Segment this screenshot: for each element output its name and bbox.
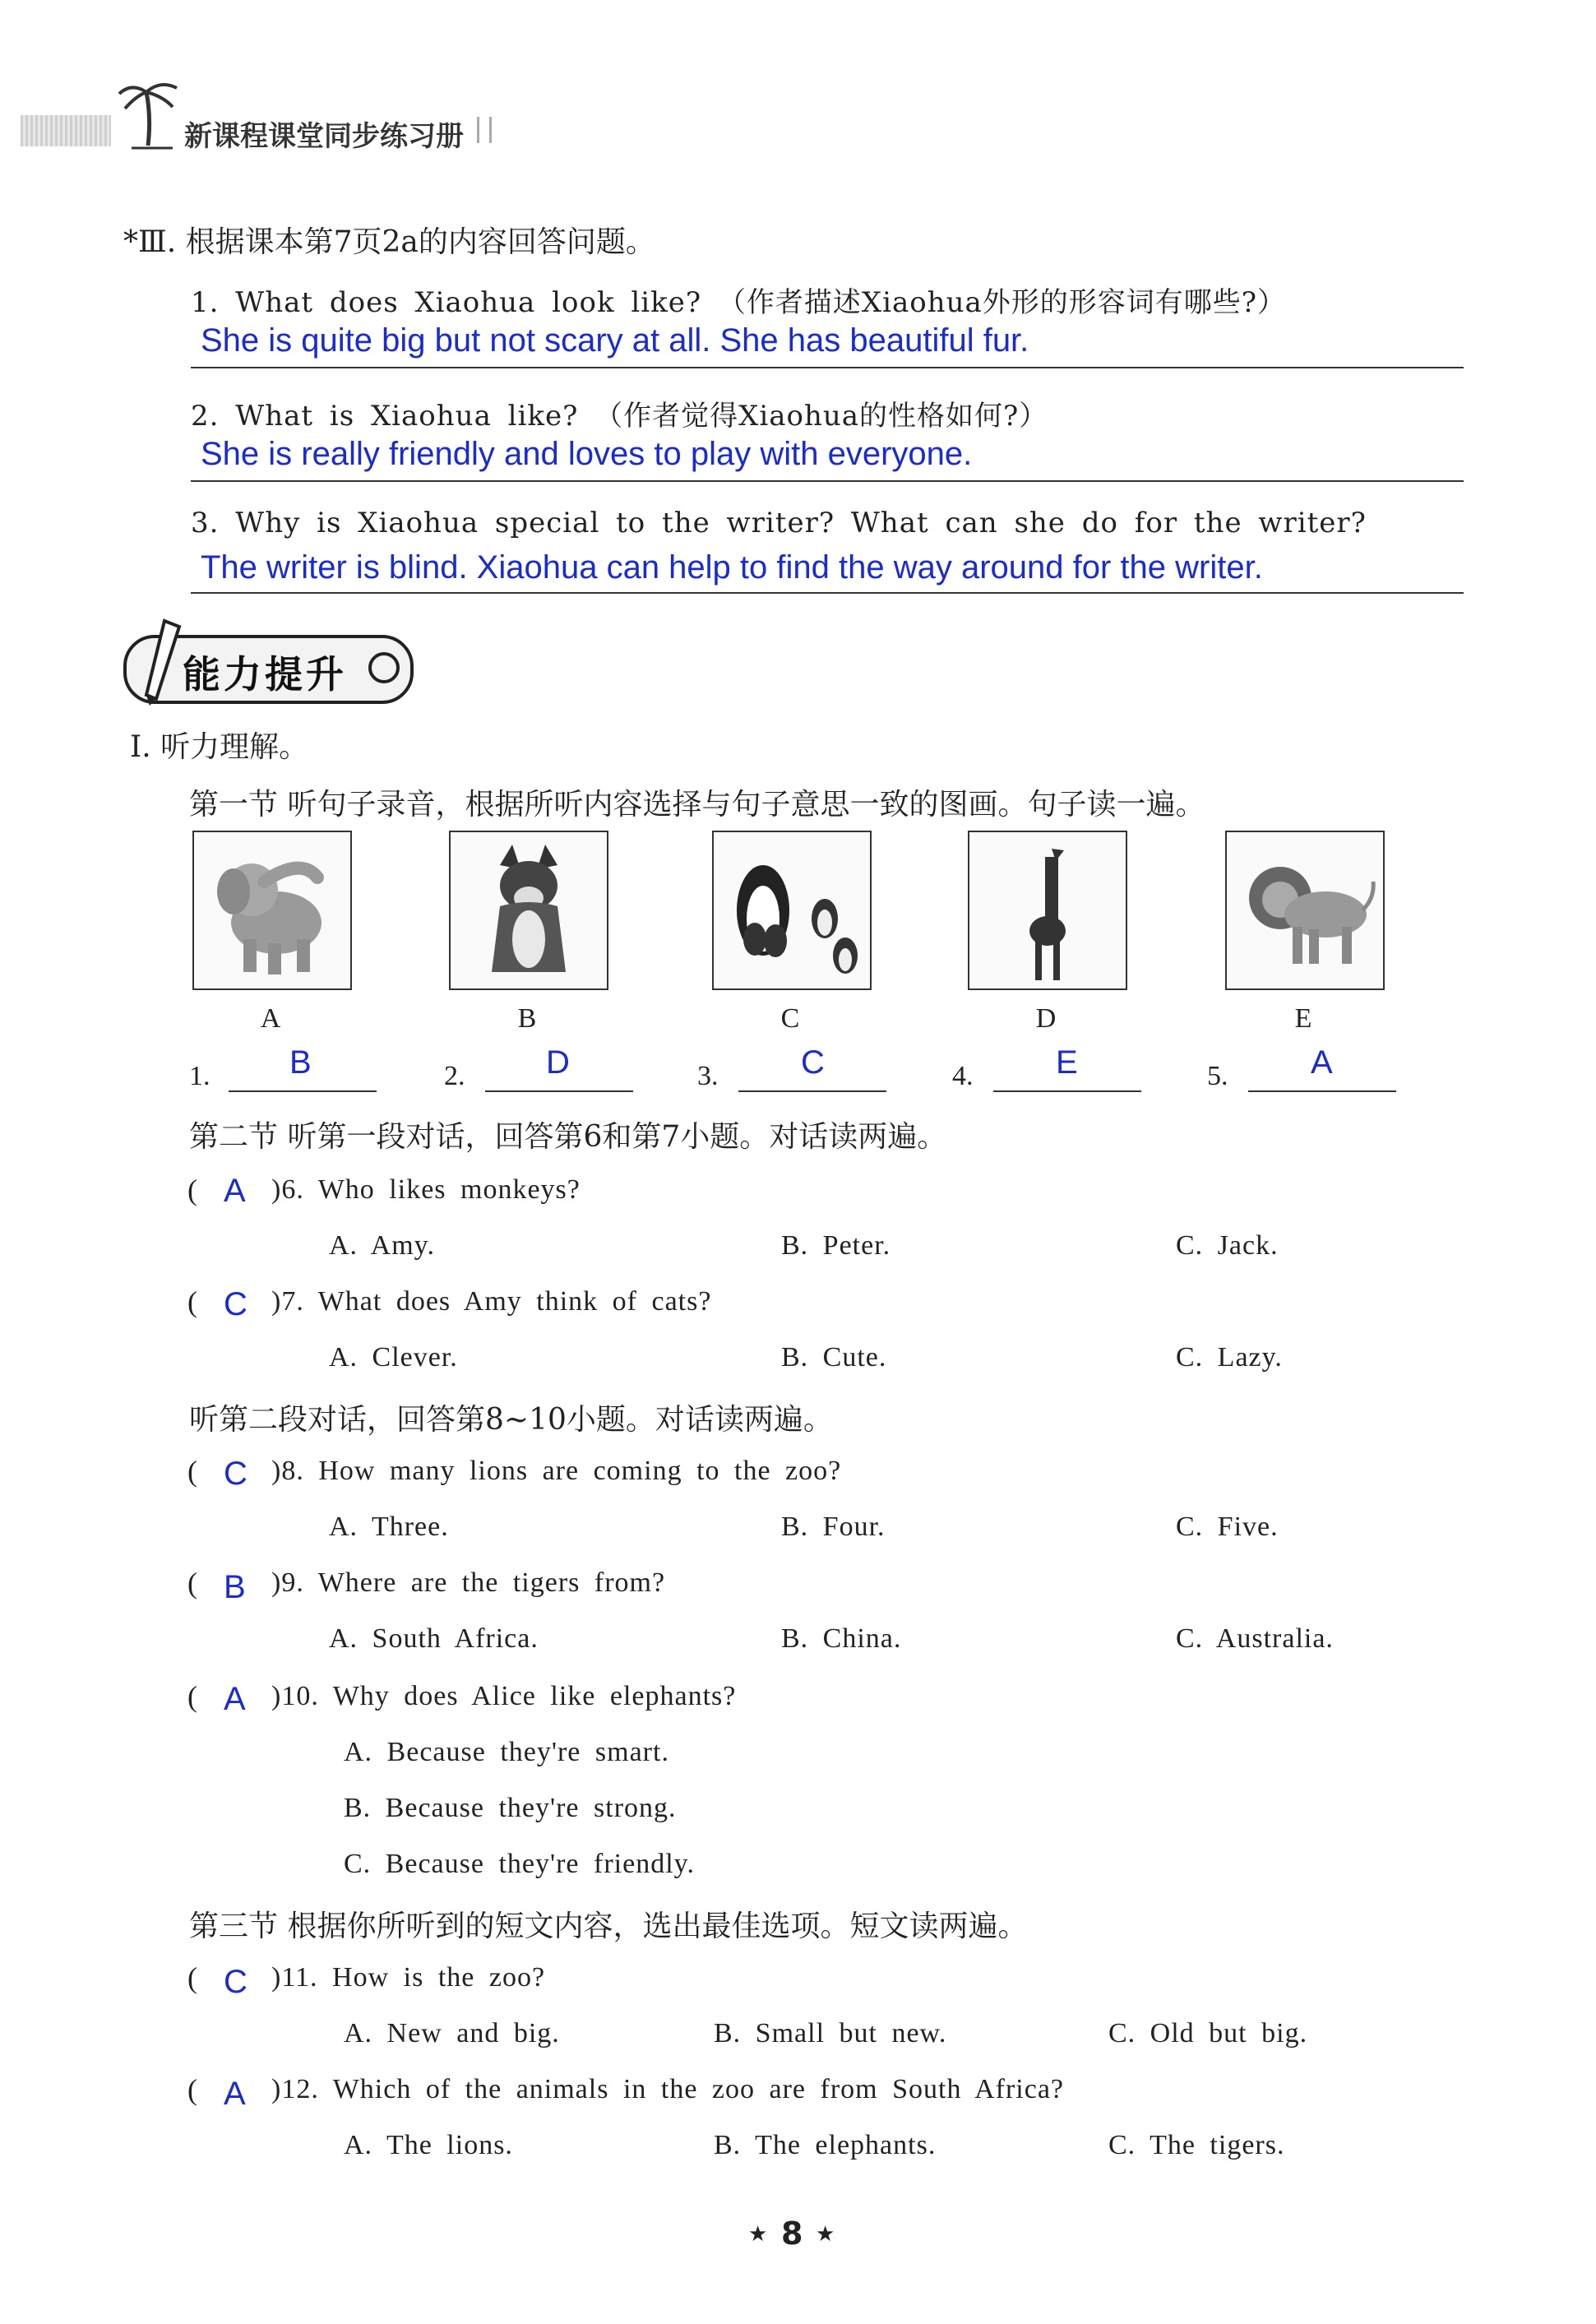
blank-number-4: 4. (952, 1061, 974, 1091)
mc-answer-10: A (224, 1681, 246, 1717)
picture-d (968, 831, 1127, 990)
elephant-icon (194, 832, 350, 988)
mc-option-8b: B. Four. (781, 1512, 886, 1542)
listening-heading: Ⅰ. 听力理解。 (130, 730, 309, 764)
lion-icon (1227, 832, 1383, 988)
mc-question-6: )6. Who likes monkeys? (271, 1174, 581, 1205)
mc-option-9a: A. South Africa. (329, 1623, 539, 1654)
picture-label-c: C (780, 1003, 800, 1034)
page-number: 8 (781, 2215, 803, 2252)
part2b-instruction: 听第二段对话，回答第8~10小题。对话读两遍。 (189, 1403, 833, 1437)
paren-open: ( (187, 1174, 197, 1206)
answer-line-2 (191, 480, 1464, 482)
answer-line-3 (191, 592, 1464, 594)
blank-answer-4: E (1056, 1044, 1078, 1081)
blank-number-3: 3. (697, 1061, 719, 1091)
mc-question-7: )7. What does Amy think of cats? (271, 1286, 712, 1317)
mc-option-11a: A. New and big. (344, 2018, 560, 2049)
blank-answer-2: D (546, 1044, 570, 1081)
mc-answer-12: A (224, 2076, 246, 2112)
blank-answer-3: C (801, 1044, 825, 1081)
paren-open: ( (187, 2073, 197, 2106)
wolf-icon (451, 832, 607, 988)
blank-answer-1: B (289, 1044, 312, 1081)
section3-question-2: 2. What is Xiaohua like? （作者觉得Xiaohua的性格如何?） (191, 400, 1048, 433)
section3-heading: *Ⅲ. 根据课本第7页2a的内容回答问题。 (123, 225, 655, 259)
mc-question-12: )12. Which of the animals in the zoo are from South Africa? (271, 2074, 1065, 2104)
mc-option-7b: B. Cute. (781, 1342, 887, 1373)
picture-label-b: B (517, 1003, 537, 1034)
penguin-icon (714, 832, 870, 988)
paren-open: ( (187, 1961, 197, 1994)
mc-option-12c: C. The tigers. (1108, 2130, 1285, 2160)
mc-question-11: )11. How is the zoo? (271, 1962, 546, 1993)
picture-c (712, 831, 872, 990)
mc-option-6b: B. Peter. (781, 1230, 891, 1261)
header-divider (477, 117, 492, 143)
header-decoration (21, 115, 111, 146)
blank-number-5: 5. (1207, 1061, 1228, 1091)
section3-answer-3: The writer is blind. Xiaohua can help to find the way around for the writer. (201, 549, 1263, 586)
header-title: 新课程课堂同步练习册 (184, 120, 464, 153)
blank-number-2: 2. (444, 1061, 465, 1091)
paren-open: ( (187, 1567, 197, 1599)
mc-option-10c: C. Because they're friendly. (344, 1849, 695, 1879)
mc-option-9b: B. China. (781, 1623, 902, 1654)
blank-line-4 (993, 1090, 1141, 1092)
part2-instruction: 第二节 听第一段对话，回答第6和第7小题。对话读两遍。 (189, 1120, 947, 1154)
mc-answer-8: C (224, 1456, 247, 1492)
banner-end-circle (368, 652, 400, 683)
mc-option-8a: A. Three. (329, 1512, 449, 1542)
mc-question-9: )9. Where are the tigers from? (271, 1567, 666, 1598)
blank-answer-5: A (1311, 1044, 1333, 1081)
mc-option-11c: C. Old but big. (1108, 2018, 1308, 2049)
mc-option-10b: B. Because they're strong. (344, 1793, 677, 1823)
picture-b (449, 831, 608, 990)
mc-question-10: )10. Why does Alice like elephants? (271, 1681, 737, 1711)
paren-open: ( (187, 1680, 197, 1713)
mc-answer-6: A (224, 1173, 246, 1209)
section3-answer-2: She is really friendly and loves to play with everyone. (201, 436, 973, 472)
part3-instruction: 第三节 根据你所听到的短文内容，选出最佳选项。短文读两遍。 (189, 1910, 1028, 1943)
part1-instruction: 第一节 听句子录音，根据所听内容选择与句子意思一致的图画。句子读一遍。 (189, 788, 1205, 822)
blank-number-1: 1. (189, 1061, 210, 1091)
star-icon: ★ (748, 2222, 768, 2247)
mc-option-7c: C. Lazy. (1176, 1342, 1283, 1373)
mc-option-7a: A. Clever. (329, 1342, 458, 1373)
mc-option-9c: C. Australia. (1176, 1623, 1334, 1654)
mc-question-8: )8. How many lions are coming to the zoo? (271, 1456, 842, 1486)
pencil-icon (132, 617, 189, 707)
mc-answer-7: C (224, 1286, 247, 1322)
section3-answer-1: She is quite big but not scary at all. She has beautiful fur. (201, 322, 1029, 359)
star-icon: ★ (816, 2222, 835, 2247)
picture-label-a: A (260, 1003, 281, 1034)
section3-question-1: 1. What does Xiaohua look like? （作者描述Xiaohua外形的形容词有哪些?） (191, 286, 1286, 319)
mc-option-10a: A. Because they're smart. (344, 1737, 669, 1767)
blank-line-2 (485, 1090, 633, 1092)
mc-option-6a: A. Amy. (329, 1230, 435, 1261)
picture-e (1225, 831, 1385, 990)
blank-line-5 (1248, 1090, 1396, 1092)
picture-a (192, 831, 352, 990)
mc-answer-9: B (224, 1569, 246, 1605)
mc-option-6c: C. Jack. (1176, 1230, 1279, 1261)
mc-answer-11: C (224, 1964, 247, 2000)
answer-line-1 (191, 367, 1464, 368)
blank-line-3 (738, 1090, 886, 1092)
paren-open: ( (187, 1455, 197, 1488)
mc-option-11b: B. Small but new. (714, 2018, 947, 2049)
paren-open: ( (187, 1285, 197, 1318)
picture-label-d: D (1035, 1003, 1057, 1034)
giraffe-icon (969, 832, 1126, 988)
mc-option-12b: B. The elephants. (714, 2130, 937, 2160)
section3-question-3: 3. Why is Xiaohua special to the writer? What can she do for the writer? (191, 507, 1367, 539)
palm-tree-icon (115, 76, 189, 150)
banner-label: 能力提升 (183, 652, 347, 697)
mc-option-8c: C. Five. (1176, 1512, 1279, 1542)
picture-label-e: E (1294, 1003, 1312, 1034)
blank-line-1 (229, 1090, 377, 1092)
mc-option-12a: A. The lions. (344, 2130, 513, 2160)
